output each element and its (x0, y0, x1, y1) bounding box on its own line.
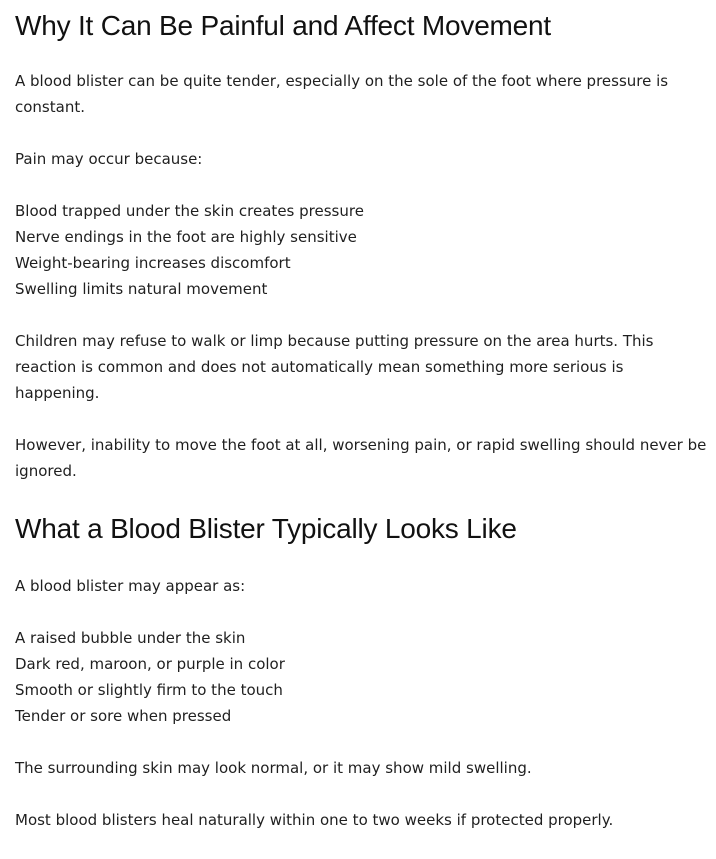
paragraph-tenderness: A blood blister can be quite tender, especially on the sole of the foot where pressure is constant. (15, 72, 669, 116)
paragraph-children-limp: Children may refuse to walk or limp because putting pressure on the area hurts. This reaction is common and does not automatically mean something more serious is happening. (15, 332, 654, 402)
article-body (0, 9, 716, 859)
paragraph-pain-lead: Pain may occur because: (15, 150, 203, 168)
appearance-list (15, 625, 708, 729)
list-item: A raised bubble under the skin (15, 629, 246, 647)
list-item: Tender or sore when pressed (15, 707, 232, 725)
list-item: Dark red, maroon, or purple in color (15, 655, 285, 673)
paragraph-appearance-lead: A blood blister may appear as: (15, 577, 246, 595)
pain-causes-list (15, 198, 708, 302)
paragraph-warning: However, inability to move the foot at all, worsening pain, or rapid swelling should never be ignored. (15, 436, 707, 480)
list-item: Weight-bearing increases discomfort (15, 254, 291, 272)
paragraph-healing: Most blood blisters heal naturally within one to two weeks if protected properly. (15, 811, 614, 829)
section-heading-painful-movement: Why It Can Be Painful and Affect Movement (15, 10, 552, 41)
list-item: Smooth or slightly firm to the touch (15, 681, 283, 699)
list-item: Nerve endings in the foot are highly sensitive (15, 228, 357, 246)
list-item: Blood trapped under the skin creates pressure (15, 202, 364, 220)
list-item: Swelling limits natural movement (15, 280, 268, 298)
section-heading-appearance: What a Blood Blister Typically Looks Like (15, 513, 517, 544)
paragraph-surrounding-skin: The surrounding skin may look normal, or it may show mild swelling. (15, 759, 532, 777)
